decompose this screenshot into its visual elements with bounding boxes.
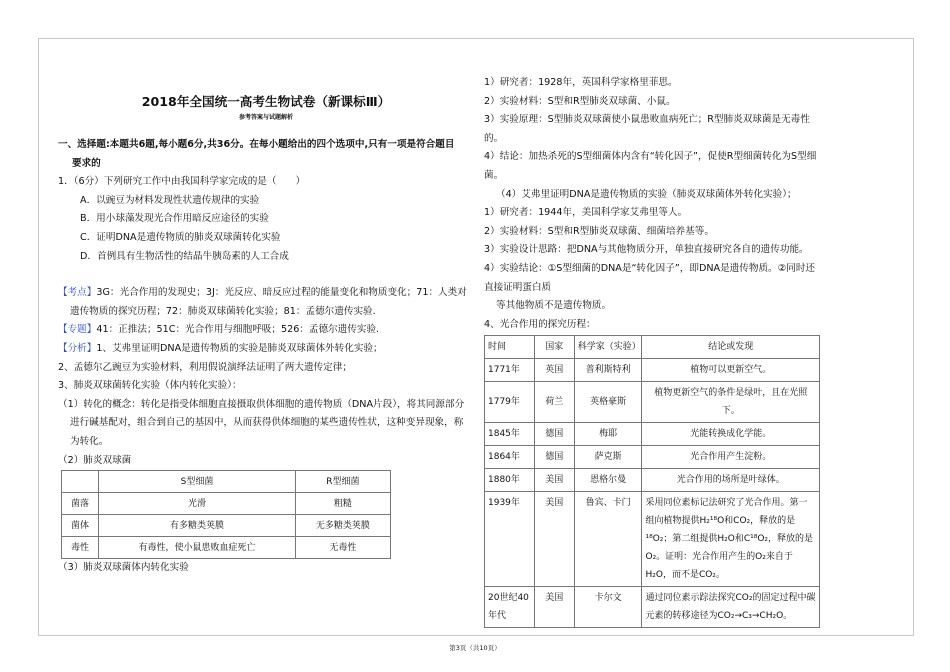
page-title: 2018年全国统一高考生物试卷（新课标Ⅲ） [141, 94, 391, 109]
table-header-cell: 科学家（实验） [574, 336, 642, 359]
table-cell: 美国 [534, 587, 574, 628]
analysis-line: 2）实验材料：S型和R型肺炎双球菌、细菌培养基等。 [484, 225, 714, 237]
table-cell: 光合作用产生淀粉。 [642, 446, 820, 469]
analysis-line: 进行碱基配对，组合到自己的基因中，从而获得供体细胞的某些遗传性状，这种变异现象，称 [70, 417, 464, 429]
analysis-line: （2）肺炎双球菌 [58, 454, 132, 466]
option-a: A．以豌豆为材料发现性状遗传规律的实验 [80, 194, 260, 206]
table-cell: 1880年 [485, 469, 535, 492]
zhuanti-text: 41：正推法；51C：光合作用与细胞呼吸；526：孟德尔遗传实验. [96, 324, 380, 336]
table-row [485, 492, 820, 587]
table-cell: 通过同位素示踪法探究CO₂的固定过程中碳元素的转移途径为CO₂→C₃→CH₂O。 [642, 587, 820, 628]
analysis-line: 4、光合作用的探究历程： [484, 318, 596, 330]
fenxi-text: 1、艾弗里证明DNA是遗传物质的实验是肺炎双球菌体外转化实验； [96, 342, 383, 354]
table-cell: 植物更新空气的条件是绿叶，且在光照下。 [642, 382, 820, 423]
analysis-line: 4）结论：加热杀死的S型细菌体内含有“转化因子”，促使R型细菌转化为S型细菌。 [484, 151, 817, 181]
table-cell: 无毒性 [295, 537, 390, 559]
table-cell: 光能转换成化学能。 [642, 423, 820, 446]
table-cell: 光合作用的场所是叶绿体。 [642, 469, 820, 492]
right-column [484, 74, 820, 628]
left-column [58, 94, 474, 578]
table-row [485, 587, 820, 628]
table-cell: 美国 [534, 492, 574, 587]
table-header-row [62, 471, 391, 493]
bacteria-table [61, 470, 391, 559]
table-cell: 1939年 [485, 492, 535, 587]
analysis-line: 3）实验原理：S型肺炎双球菌使小鼠患败血病死亡；R型肺炎双球菌是无毒性的。 [484, 114, 810, 144]
analysis-line: 3、肺炎双球菌转化实验（体内转化实验）： [58, 380, 242, 392]
table-cell: 有多糖类荚膜 [99, 515, 296, 537]
table-cell: 梅耶 [574, 423, 642, 446]
table-cell: 1779年 [485, 382, 535, 423]
table-cell: 英格豪斯 [574, 382, 642, 423]
table-row [485, 382, 820, 423]
analysis-line: （4）艾弗里证明DNA是遗传物质的实验（肺炎双球菌体外转化实验）； [496, 188, 797, 200]
table-cell: 20世纪40年代 [485, 587, 535, 628]
section-heading-cont: 要求的 [72, 157, 101, 169]
table-cell: 卡尔文 [574, 587, 642, 628]
table-cell: 有毒性，使小鼠患败血症死亡 [99, 537, 296, 559]
analysis-line: 3）实验设计思路：把DNA与其他物质分开，单独直接研究各自的遗传功能。 [484, 244, 809, 256]
table-header-cell: 时间 [485, 336, 535, 359]
table-cell: 美国 [534, 469, 574, 492]
table-row [485, 469, 820, 492]
kaodian-text-cont: 遗传物质的探究历程；72：肺炎双球菌转化实验；81：孟德尔遗传实验. [70, 305, 376, 317]
section-heading [58, 136, 474, 173]
analysis-line: 2、孟德尔乙豌豆为实验材料，利用假说演绎法证明了两大遗传定律； [58, 361, 352, 373]
fenxi-tag: 【分析】 [58, 342, 97, 354]
table-cell: 鲁宾、卡门 [574, 492, 642, 587]
table-row [485, 423, 820, 446]
analysis-line: （3）肺炎双球菌体内转化实验 [58, 562, 189, 574]
table-cell: 无多糖类荚膜 [295, 515, 390, 537]
table-cell: 英国 [534, 359, 574, 382]
page-footer: 第3页（共10页） [449, 644, 501, 652]
option-c: C．证明DNA是遗传物质的肺炎双球菌转化实验 [80, 231, 281, 243]
table-cell: 德国 [534, 446, 574, 469]
table-row [62, 537, 391, 559]
fenxi [58, 340, 474, 359]
table-row [485, 446, 820, 469]
zhuanti [58, 321, 474, 340]
table-cell: 植物可以更新空气。 [642, 359, 820, 382]
table-cell: 萨克斯 [574, 446, 642, 469]
analysis-line: 等其他物质不是遗传物质。 [496, 300, 612, 312]
table-row [485, 359, 820, 382]
table-header-row [485, 336, 820, 359]
table-cell: 1771年 [485, 359, 535, 382]
spacer [58, 266, 474, 284]
table-header-cell: S型细菌 [99, 471, 296, 493]
table-header-cell [62, 471, 99, 493]
table-cell: 毒性 [62, 537, 99, 559]
table-cell: 光滑 [99, 493, 296, 515]
table-header-cell: 国家 [534, 336, 574, 359]
table-cell: 采用同位素标记法研究了光合作用。第一组向植物提供H₂¹⁸O和CO₂，释放的是¹⁸O₂；第二组提供H₂O和C¹⁸O₂，释放的是O₂。证明：光合作用产生的O₂来自于H₂O，而不是CO₂。 [642, 492, 820, 587]
table-row [62, 493, 391, 515]
table-cell: 菌落 [62, 493, 99, 515]
table-cell: 普利斯特利 [574, 359, 642, 382]
kaodian-tag: 【考点】 [58, 287, 97, 299]
table-header-cell: 结论或发现 [642, 336, 820, 359]
zhuanti-tag: 【专题】 [58, 324, 97, 336]
kaodian [58, 284, 474, 303]
analysis-line: 4）实验结论：①S型细菌的DNA是“转化因子”，即DNA是遗传物质。②同时还直接证明蛋白质 [484, 262, 816, 293]
table-cell: 恩格尔曼 [574, 469, 642, 492]
question-stem: 1．（6分）下列研究工作中由我国科学家完成的是（ ） [58, 176, 306, 188]
analysis-line: （1）转化的概念：转化是指受体细胞直接摄取供体细胞的遗传物质（DNA片段），将其同源部分 [58, 398, 465, 410]
page-subtitle: 参考答案与试题解析 [238, 114, 293, 121]
analysis-line: 1）研究者：1928年，英国科学家格里菲思。 [484, 77, 678, 88]
analysis-line: 2）实验材料：S型和R型肺炎双球菌、小鼠。 [484, 95, 676, 107]
analysis-line: 为转化。 [70, 435, 109, 447]
table-cell: 菌体 [62, 515, 99, 537]
table-cell: 德国 [534, 423, 574, 446]
option-b: B．用小球藻发现光合作用暗反应途径的实验 [80, 213, 269, 225]
table-cell: 粗糙 [295, 493, 390, 515]
table-header-cell: R型细菌 [295, 471, 390, 493]
photosynthesis-table [484, 335, 820, 628]
section-heading-line: 一、选择题:本题共6题,每小题6分,共36分。在每小题给出的四个选项中,只有一项是符合题目 [58, 139, 455, 150]
table-cell: 荷兰 [534, 382, 574, 423]
table-row [62, 515, 391, 537]
analysis-line: 1）研究者：1944年，美国科学家艾弗里等人。 [484, 207, 688, 219]
table-cell: 1864年 [485, 446, 535, 469]
table-cell: 1845年 [485, 423, 535, 446]
kaodian-text: 3G：光合作用的发现史；3J：光反应、暗反应过程的能量变化和物质变化；71：人类对 [96, 287, 467, 299]
option-d: D．首例具有生物活性的结晶牛胰岛素的人工合成 [80, 250, 289, 262]
